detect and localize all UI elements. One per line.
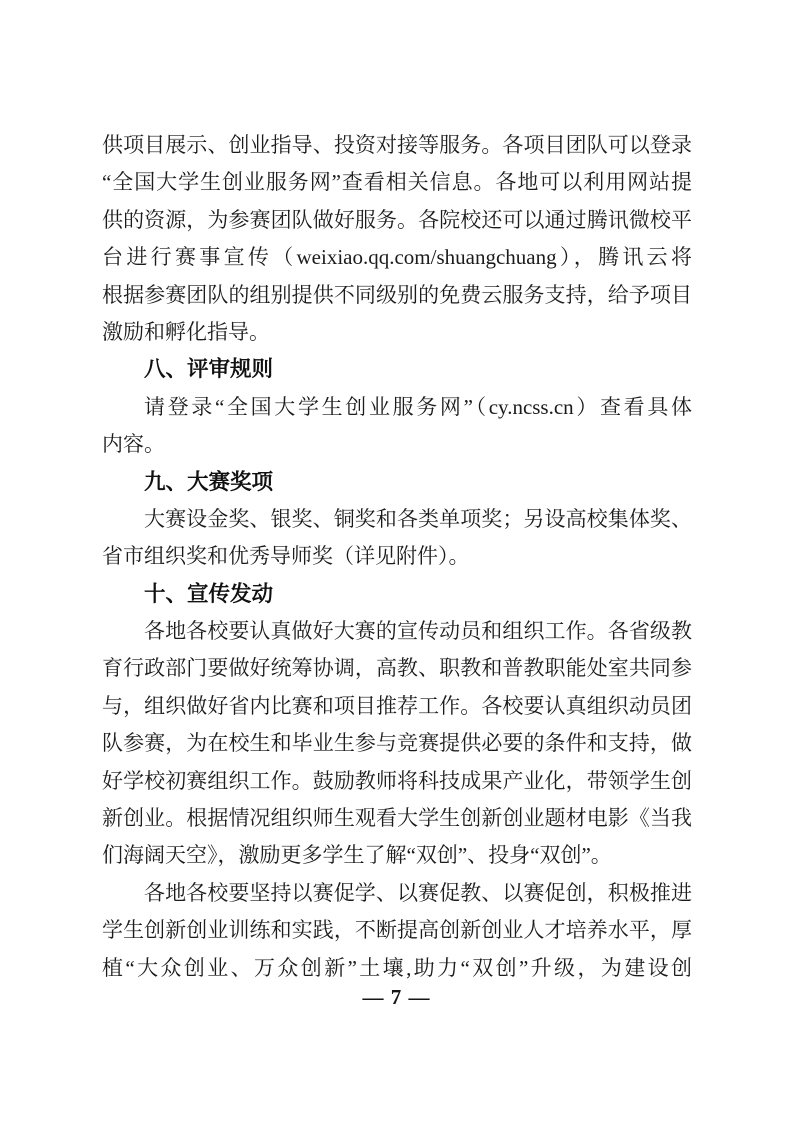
text-line: 各地各校要认真做好大赛的宣传动员和组织工作。各省级教 <box>144 619 692 644</box>
text-line: 植“大众创业、万众创新”土壤,助力“双创”升级，为建设创 <box>102 955 692 980</box>
text-line: 好学校初赛组织工作。鼓励教师将科技成果产业化，带领学生创 <box>102 768 692 793</box>
page-number-label: — 7 — <box>362 985 431 1009</box>
text-line: 请登录“全国大学生创业服务网”（cy.ncss.cn）查看具体 <box>144 394 692 419</box>
text-line: 大赛设金奖、银奖、铜奖和各类单项奖；另设高校集体奖、 <box>144 506 692 531</box>
text-line: 供的资源，为参赛团队做好服务。各院校还可以通过腾讯微校平 <box>102 207 692 232</box>
text-line: 队参赛，为在校生和毕业生参与竞赛提供必要的条件和支持，做 <box>102 731 692 756</box>
section-heading: 八、评审规则 <box>144 357 274 382</box>
text-line: 根据参赛团队的组别提供不同级别的免费云服务支持，给予项目 <box>102 282 692 307</box>
section-heading: 十、宣传发动 <box>144 581 274 606</box>
text-line: 各地各校要坚持以赛促学、以赛促教、以赛促创，积极推进 <box>144 880 692 905</box>
text-line: 激励和孵化指导。 <box>102 319 270 344</box>
text-line: 台进行赛事宣传（weixiao.qq.com/shuangchuang），腾讯云将 <box>102 245 692 270</box>
section-heading: 九、大赛奖项 <box>144 469 274 494</box>
text-line: 供项目展示、创业指导、投资对接等服务。各项目团队可以登录 <box>102 133 692 157</box>
text-line: 学生创新创业训练和实践，不断提高创新创业人才培养水平，厚 <box>102 918 692 943</box>
text-line: 省市组织奖和优秀导师奖（详见附件）。 <box>102 544 470 569</box>
text-line: 内容。 <box>102 432 165 457</box>
text-line: 新创业。根据情况组织师生观看大学生创新创业题材电影《当我 <box>102 806 692 831</box>
text-line: 们海阔天空》，激励更多学生了解“双创”、投身“双创”。 <box>102 843 612 868</box>
text-line: “全国大学生创业服务网”查看相关信息。各地可以利用网站提 <box>102 170 692 195</box>
text-line: 与，组织做好省内比赛和项目推荐工作。各校要认真组织动员团 <box>102 693 692 718</box>
text-line: 育行政部门要做好统筹协调，高教、职教和普教职能处室共同参 <box>102 656 692 681</box>
page-number <box>0 983 793 1011</box>
document-body <box>102 127 692 987</box>
